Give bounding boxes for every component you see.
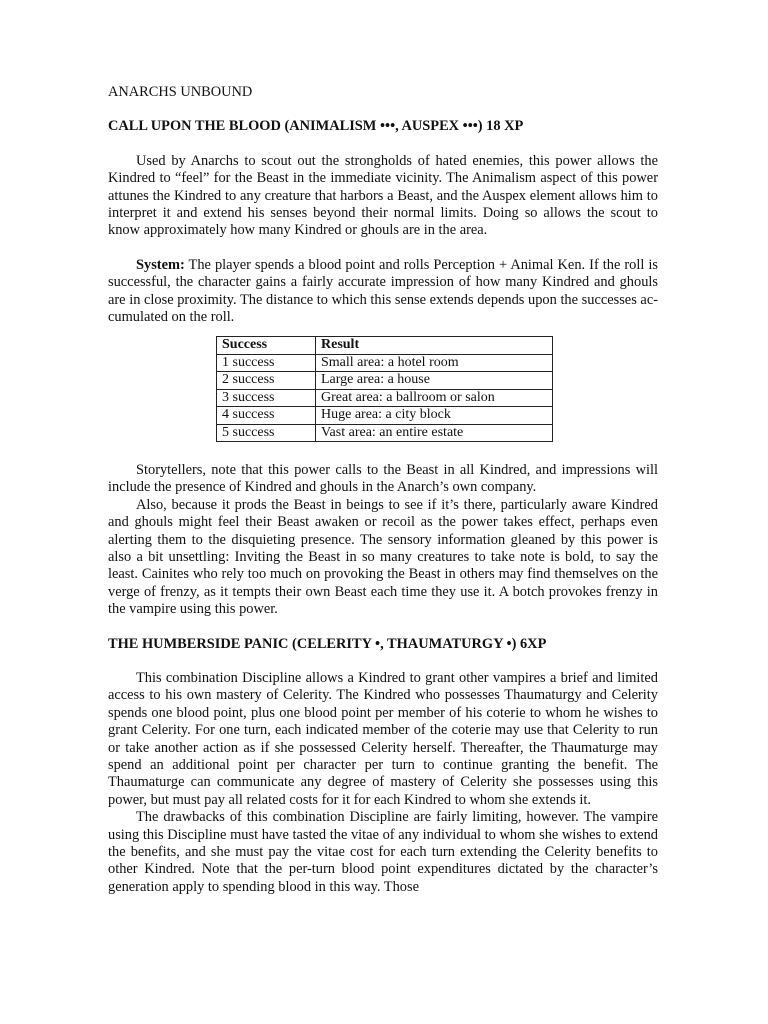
- running-header: ANARCHS UNBOUND: [108, 84, 253, 100]
- paragraph-system: [108, 257, 658, 327]
- table-cell-success: 3 success: [217, 389, 316, 406]
- table-row: [217, 372, 553, 389]
- table-header-success: Success: [217, 337, 316, 354]
- table-cell-result: Huge area: a city block: [316, 407, 553, 424]
- paragraph-call-upon-intro: Used by Anarchs to scout out the strongholds of hated enemies, this power allows the Kindred to “feel” for the Beast in the immediate vicinity. The Animalism aspect of this power attunes the Kindred to any creature that harbors a Beast, and the Auspex element allows him to interpret it and extend his senses beyond their normal limits. Doing so allows the scout to know approximately how many Kindred or ghouls are in the area.: [108, 152, 658, 239]
- system-text: The player spends a blood point and rolls Perception + Animal Ken. If the roll is successful, the character gains a fairly accurate impression of how many Kindred and ghouls are in close proximity. The distance to which this sense extends depends upon the successes ac-cumulated on the roll.: [108, 256, 658, 326]
- table-header-row: [217, 337, 553, 354]
- table-cell-success: 5 success: [217, 424, 316, 441]
- paragraph-botch-note: Also, because it prods the Beast in beings to see if it’s there, particularly aware Kindred and ghouls might feel their Beast awaken or recoil as the power takes effect, perhaps even alerting them to the disquieting presence. The sensory information gleaned by this power is also a bit unsettling: Inviting the Beast in so many creatures to take note is bold, to say the least. Cainites who rely too much on provoking the Beast in others may find themselves on the verge of frenzy, as it tempts their own Beast each time they use it. A botch provokes frenzy in the vampire using this power.: [108, 496, 658, 618]
- table-cell-result: Great area: a ballroom or salon: [316, 389, 553, 406]
- power-title-humberside-panic: THE HUMBERSIDE PANIC (CELERITY •, THAUMATURGY •) 6XP: [108, 635, 547, 652]
- table-cell-success: 4 success: [217, 407, 316, 424]
- table-cell-result: Large area: a house: [316, 372, 553, 389]
- table-row: [217, 424, 553, 441]
- power-title-call-upon-the-blood: CALL UPON THE BLOOD (ANIMALISM •••, AUSPEX •••) 18 XP: [108, 118, 524, 135]
- table-cell-success: 2 success: [217, 372, 316, 389]
- table-header-result: Result: [316, 337, 553, 354]
- table-row: [217, 389, 553, 406]
- system-label: System:: [136, 256, 185, 273]
- paragraph-humberside-drawbacks: The drawbacks of this combination Discipline are fairly limiting, however. The vampire using this Discipline must have tasted the vitae of any individual to whom she wishes to extend the benefits, and she must pay the vitae cost for each turn extending the Celerity benefits to other Kindred. Note that the per-turn blood point expenditures dictated by the character’s generation apply to spending blood in this way. Those: [108, 809, 658, 895]
- document-page: [108, 84, 658, 896]
- table-cell-result: Small area: a hotel room: [316, 354, 553, 371]
- table-cell-success: 1 success: [217, 354, 316, 371]
- paragraph-storytellers-note: Storytellers, note that this power calls to the Beast in all Kindred, and impressions will include the presence of Kindred and ghouls in the Anarch’s own company.: [108, 461, 658, 496]
- success-result-table: [216, 336, 553, 441]
- table-row: [217, 354, 553, 371]
- table-cell-result: Vast area: an entire estate: [316, 424, 553, 441]
- table-row: [217, 407, 553, 424]
- paragraph-humberside-intro: This combination Discipline allows a Kindred to grant other vampires a brief and limited access to his own mastery of Celerity. The Kindred who possesses Thaumaturgy and Celerity spends one blood point, plus one blood point per member of his coterie to whom he wishes to grant Celerity. For one turn, each indicated member of the coterie may use that Celerity to run or take another action as if she possessed Celerity herself. Thereafter, the Thaumaturge may spend an additional point per character per turn to continue granting the benefit. The Thaumaturge can communicate any degree of mastery of Celerity she possesses using this power, but must pay all related costs for it for each Kindred to whom she extends it.: [108, 669, 658, 808]
